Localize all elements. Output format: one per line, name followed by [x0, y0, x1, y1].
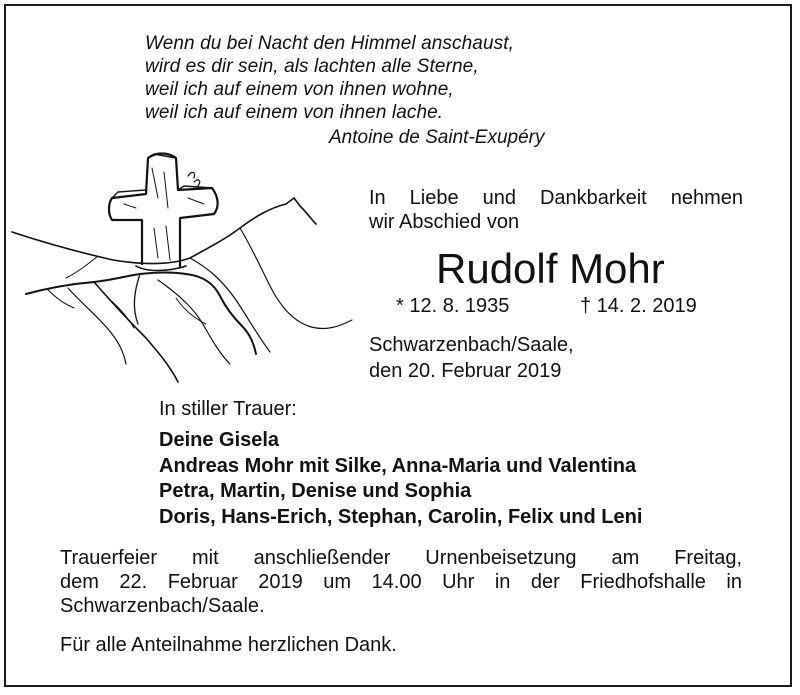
- intro-line: wir Abschied von: [369, 211, 520, 233]
- poem: [145, 32, 514, 124]
- mourner-line: Andreas Mohr mit Silke, Anna-Maria und Valentina: [159, 454, 637, 477]
- poem-line: weil ich auf einem von ihnen lache.: [145, 102, 444, 123]
- poem-line: Wenn du bei Nacht den Himmel anschaust,: [145, 33, 514, 54]
- farewell-intro: [369, 186, 743, 234]
- service-line: Schwarzenbach/Saale.: [60, 595, 265, 617]
- poem-line: wird es dir sein, als lachten alle Sterne,: [145, 56, 479, 77]
- mourner-line: Petra, Martin, Denise und Sophia: [159, 480, 472, 502]
- deceased-name: Rudolf Mohr: [436, 245, 665, 292]
- intro-line: In Liebe und Dankbarkeit nehmen: [369, 187, 743, 209]
- mourners-list: [159, 428, 642, 530]
- poem-author: Antoine de Saint-Exupéry: [329, 127, 545, 148]
- service-info: [60, 546, 742, 618]
- cross-on-mountain-icon: [8, 148, 358, 388]
- date: den 20. Februar 2019: [369, 360, 562, 382]
- death-date: † 14. 2. 2019: [580, 295, 697, 317]
- service-line: dem 22. Februar 2019 um 14.00 Uhr in der Friedhofshalle in: [60, 571, 742, 593]
- place: Schwarzenbach/Saale,: [369, 334, 574, 356]
- thanks-note: Für alle Anteilnahme herzlichen Dank.: [60, 634, 397, 656]
- service-line: Trauerfeier mit anschließender Urnenbeisetzung am Freitag,: [60, 547, 742, 569]
- mourner-line: Doris, Hans-Erich, Stephan, Carolin, Felix und Leni: [159, 505, 643, 528]
- place-and-date: [369, 332, 574, 384]
- mourner-line: Deine Gisela: [159, 429, 280, 451]
- mourning-label: In stiller Trauer:: [159, 398, 297, 420]
- birth-date: * 12. 8. 1935: [396, 295, 510, 317]
- poem-line: weil ich auf einem von ihnen wohne,: [145, 79, 454, 100]
